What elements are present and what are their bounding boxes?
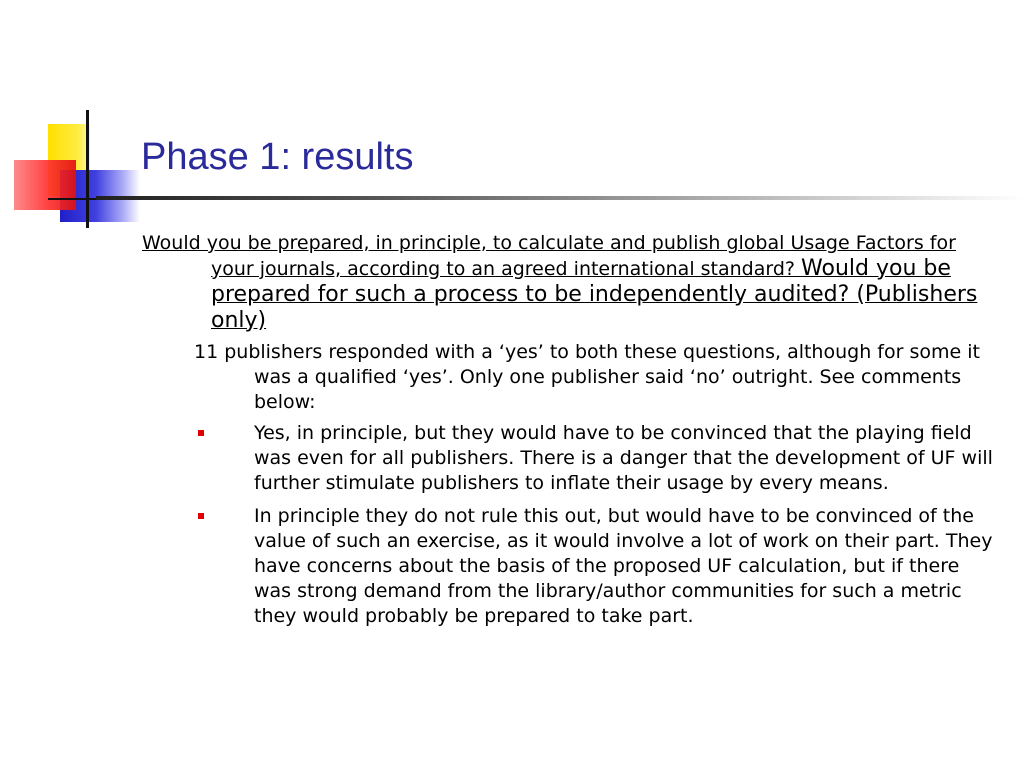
slide-logo-decoration <box>0 0 150 240</box>
title-underline-rule <box>96 196 1024 200</box>
comment-item <box>254 421 1002 496</box>
bullet-icon <box>198 430 204 436</box>
bullet-icon <box>198 513 204 519</box>
response-summary: 11 publishers responded with a ‘yes’ to both these questions, although for some it was a qualified ‘yes’. Only one publisher said ‘no’ outright. See comments below: <box>194 341 980 413</box>
comment-text: Yes, in principle, but they would have to be convinced that the playing field was even for all publishers. There is a danger that the development of UF will further stimulate publishers to inflate their usage by every means. <box>254 422 993 494</box>
logo-red-square <box>14 160 76 210</box>
slide-body <box>142 230 1002 637</box>
question-part-1: Would you be prepared, in principle, to calculate and publish global Usage Factors for your journals, according to an agreed international standard? <box>142 232 956 280</box>
comment-text: In principle they do not rule this out, but would have to be convinced of the value of such an exercise, as it would involve a lot of work on their part. They have concerns about the basis of the proposed UF calculation, but if there was strong demand from the library/author communities for such a metric they would probably be prepared to take part. <box>254 505 993 627</box>
comments-list <box>142 421 1002 629</box>
comment-item <box>254 504 1002 629</box>
question-part-2: Would you be prepared for such a process to be independently audited? (Publishers only) <box>211 256 978 333</box>
logo-vertical-line <box>86 110 89 228</box>
slide-title: Phase 1: results <box>141 136 414 178</box>
survey-question <box>142 230 1002 334</box>
